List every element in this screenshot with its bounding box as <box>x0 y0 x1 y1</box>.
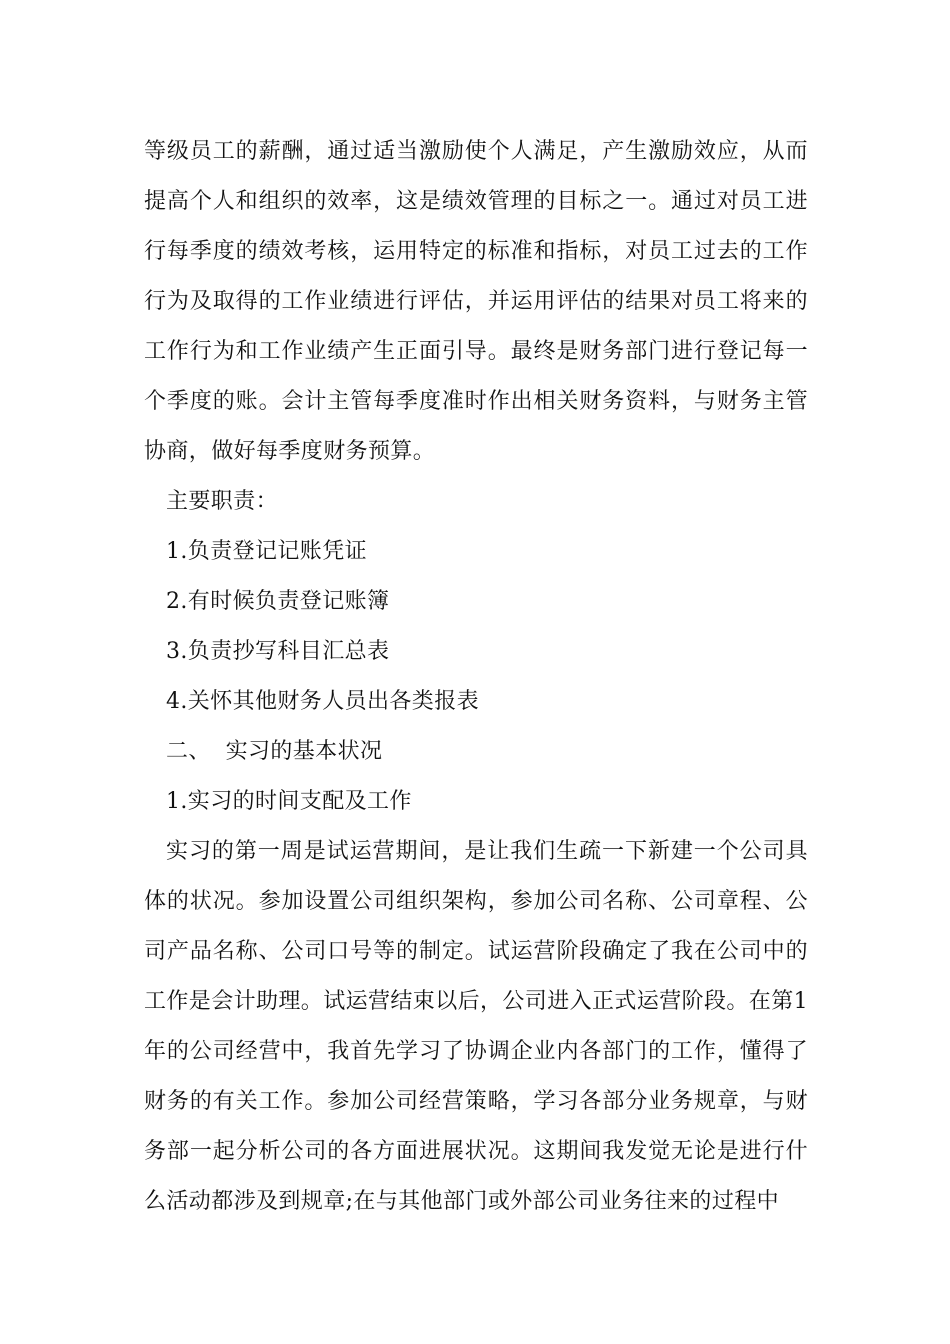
subsection-heading-time-and-work: 1.实习的时间支配及工作 <box>166 789 412 814</box>
section-heading-internship-status: 二、 实习的基本状况 <box>166 739 383 764</box>
list-item-duty-3: 3.负责抄写科目汇总表 <box>166 639 390 664</box>
paragraph-first-week: 实习的第一周是试运营期间，是让我们生疏一下新建一个公司具体的状况。参加设置公司组织架构，参加公司名称、公司章程、公司产品名称、公司口号等的制定。试运营阶段确定了我在公司中的工作是会计助理。试运营结束以后，公司进入正式运营阶段。在第1年的公司经营中，我首先学习了协调企业内各部门的工作，懂得了财务的有关工作。参加公司经营策略，学习各部分业务规章，与财务部一起分析公司的各方面进展状况。这期间我发觉无论是进行什么活动都涉及到规章;在与其他部门或外部公司业务往来的过程中 <box>144 839 808 1214</box>
paragraph-main-duties-heading: 主要职责： <box>166 489 279 514</box>
list-item-duty-1: 1.负责登记记账凭证 <box>166 539 367 564</box>
paragraph-performance-management: 等级员工的薪酬，通过适当激励使个人满足，产生激励效应，从而提高个人和组织的效率，这是绩效管理的目标之一。通过对员工进行每季度的绩效考核，运用特定的标准和指标，对员工过去的工作行为及取得的工作业绩进行评估，并运用评估的结果对员工将来的工作行为和工作业绩产生正面引导。最终是财务部门进行登记每一个季度的账。会计主管每季度准时作出相关财务资料，与财务主管协商，做好每季度财务预算。 <box>144 139 808 464</box>
list-item-duty-2: 2.有时候负责登记账簿 <box>166 589 390 614</box>
document-body <box>144 127 808 1227</box>
list-item-duty-4: 4.关怀其他财务人员出各类报表 <box>166 689 479 714</box>
